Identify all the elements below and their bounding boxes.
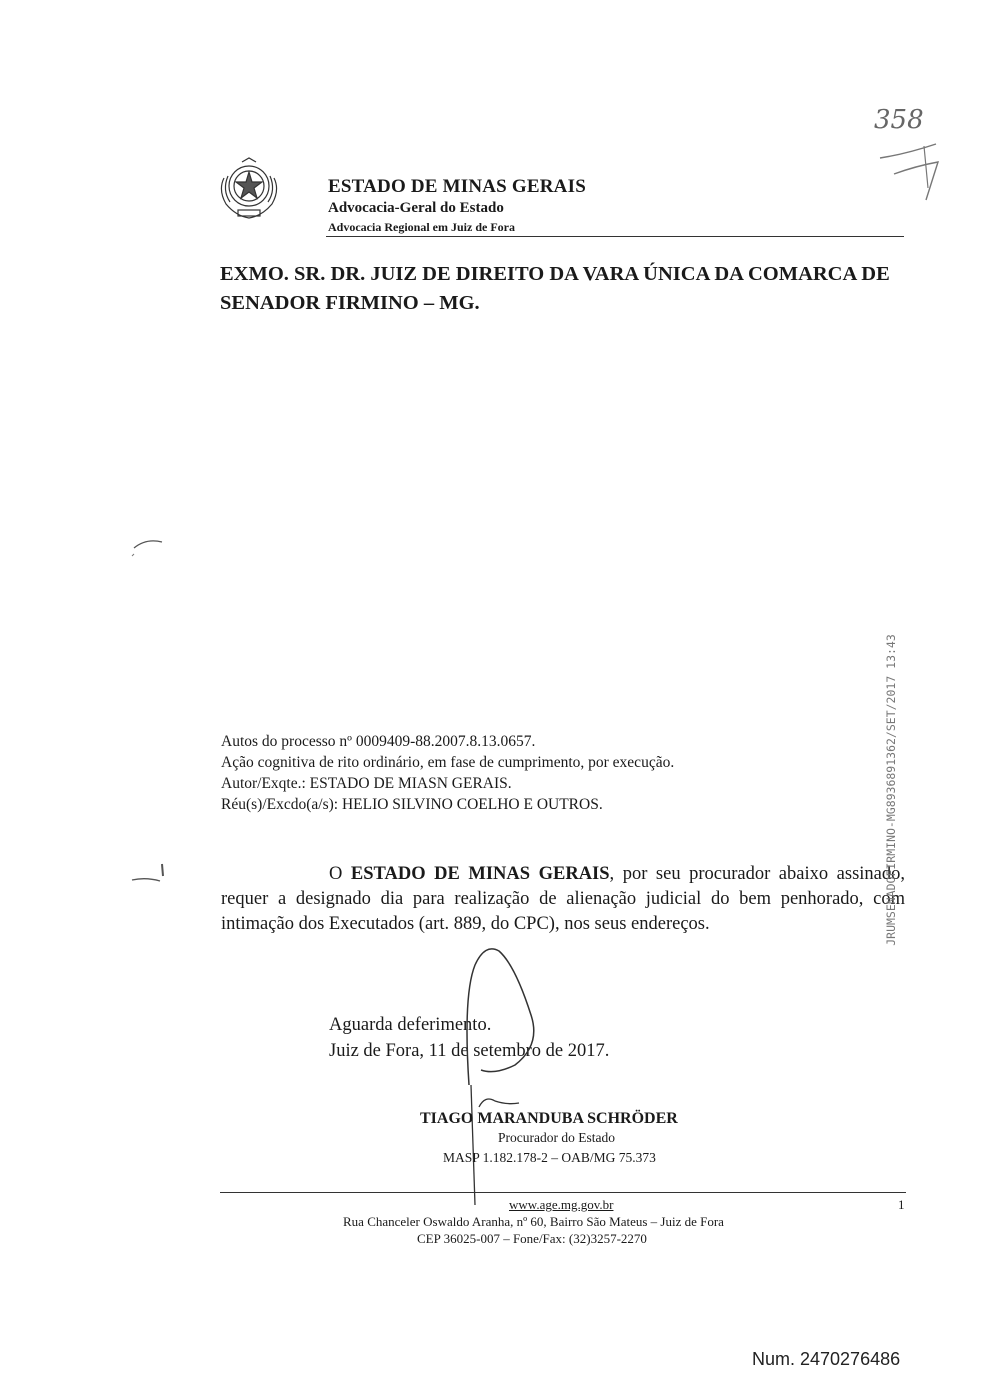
- coat-of-arms-logo: [214, 156, 284, 222]
- margin-mark: [130, 536, 166, 558]
- closing-place-date: Juiz de Fora, 11 de setembro de 2017.: [329, 1041, 610, 1061]
- header-subtitle: Advocacia-Geral do Estado: [328, 200, 504, 216]
- document-number: Num. 2470276486: [752, 1349, 901, 1369]
- side-stamp-text: JRUMSENADOFIRMINO-MG8936891362/SET/2017 13:43: [884, 634, 898, 946]
- case-plaintiff: Autor/Exqte.: ESTADO DE MIASN GERAIS.: [221, 775, 512, 792]
- header-title: ESTADO DE MINAS GERAIS: [328, 176, 586, 197]
- footer-divider: [220, 1192, 906, 1193]
- closing-request: Aguarda deferimento.: [329, 1015, 492, 1035]
- petition-lead: O: [329, 864, 351, 884]
- case-details: [221, 731, 674, 815]
- addressee-heading: EXMO. SR. DR. JUIZ DE DIREITO DA VARA ÚNICA DA COMARCA DE SENADOR FIRMINO – MG.: [220, 263, 890, 314]
- handwritten-page-number: [866, 96, 956, 216]
- petition-body: , por seu procurador abaixo assinado, requer a designado dia para realização de alienação judicial do bem penhorado, com intimação dos Executados (art. 889, do CPC), nos seus endereços.: [221, 864, 905, 934]
- petition-party: ESTADO DE MINAS GERAIS: [350, 864, 610, 884]
- svg-text:358: 358: [874, 105, 924, 135]
- footer-address: Rua Chanceler Oswaldo Aranha, nº 60, Bairro São Mateus – Juiz de Fora: [343, 1214, 724, 1229]
- header-office: Advocacia Regional em Juiz de Fora: [328, 220, 515, 234]
- case-process-number: Autos do processo nº 0009409-88.2007.8.13.0657.: [221, 733, 536, 750]
- petition-paragraph: [221, 862, 905, 937]
- side-filing-stamp: [878, 610, 904, 970]
- case-defendants: Réu(s)/Excdo(a/s): HELIO SILVINO COELHO E OUTROS.: [221, 796, 603, 813]
- signer-registration: MASP 1.182.178-2 – OAB/MG 75.373: [443, 1150, 656, 1165]
- footer-website-link[interactable]: www.age.mg.gov.br: [509, 1197, 614, 1212]
- header-divider: [326, 236, 904, 237]
- footer-cep-phone: CEP 36025-007 – Fone/Fax: (32)3257-2270: [417, 1231, 647, 1246]
- margin-mark: [130, 876, 162, 884]
- footer-page-number: 1: [898, 1197, 905, 1212]
- signer-name: TIAGO MARANDUBA SCHRÖDER: [420, 1110, 678, 1127]
- handwritten-signature: [455, 935, 545, 1225]
- signer-role: Procurador do Estado: [498, 1130, 615, 1145]
- case-action: Ação cognitiva de rito ordinário, em fase de cumprimento, por execução.: [221, 754, 675, 771]
